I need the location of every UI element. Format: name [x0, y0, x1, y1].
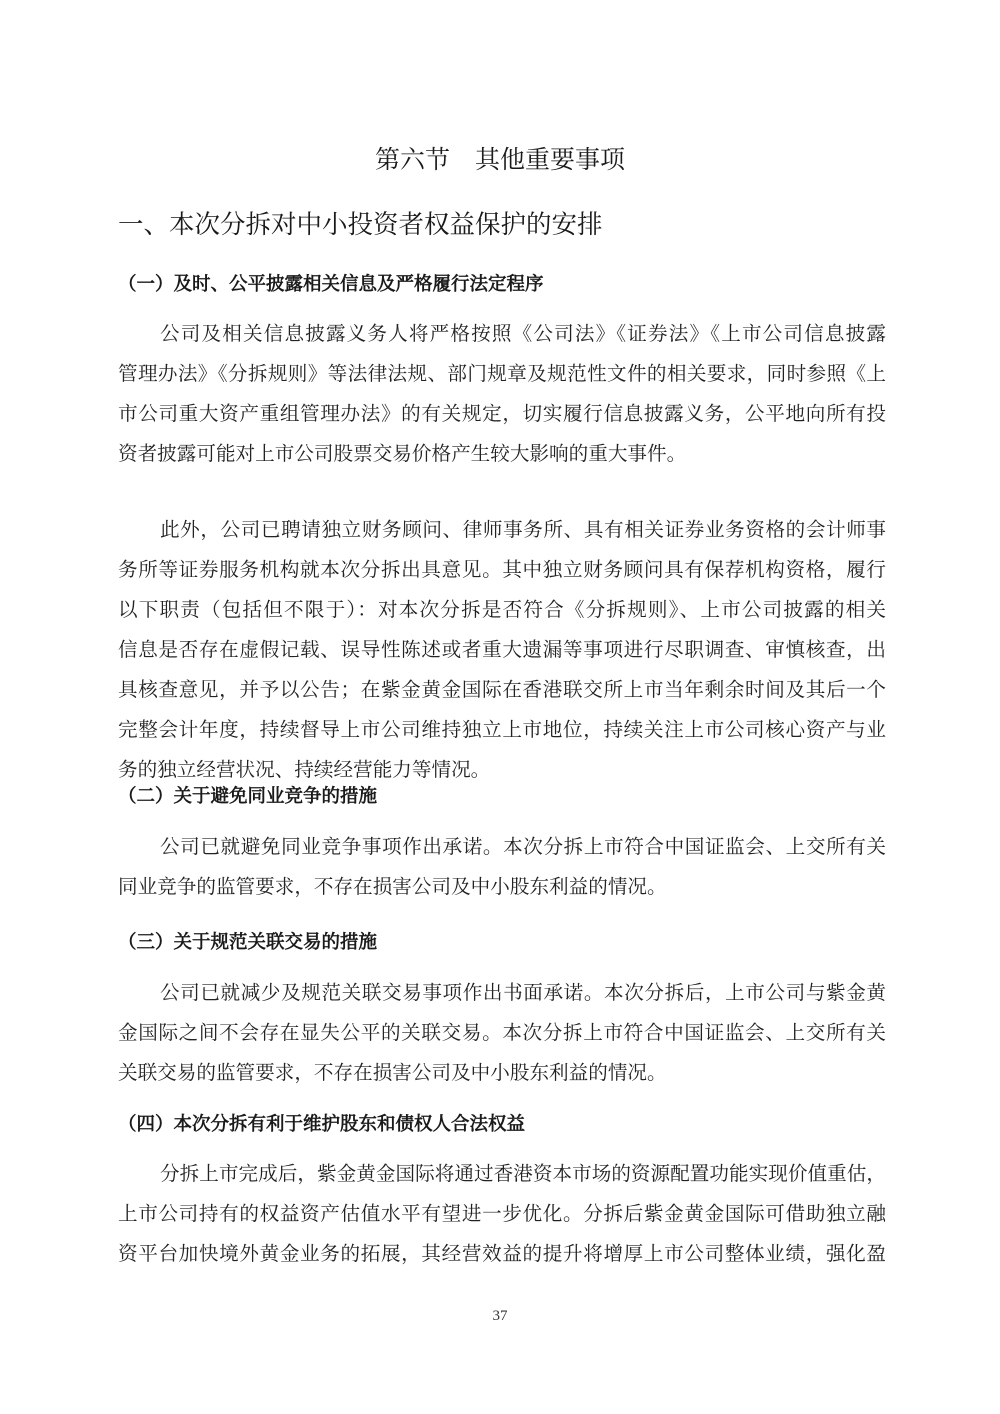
text-line: 务的独立经营状况、持续经营能力等情况。 [118, 758, 491, 781]
text-line: 上市公司持有的权益资产估值水平有望进一步优化。分拆后紫金黄金国际可借助独立融 [118, 1202, 886, 1225]
text-line: 分拆上市完成后，紫金黄金国际将通过香港资本市场的资源配置功能实现价值重估， [160, 1162, 886, 1185]
text-line: 具核查意见，并予以公告；在紫金黄金国际在香港联交所上市当年剩余时间及其后一个 [118, 678, 886, 701]
text-line: 以下职责（包括但不限于）：对本次分拆是否符合《分拆规则》、上市公司披露的相关 [118, 598, 886, 621]
text-line: 金国际之间不会存在显失公平的关联交易。本次分拆上市符合中国证监会、上交所有关 [118, 1021, 886, 1044]
subsection-heading-4: （四）本次分拆有利于维护股东和债权人合法权益 [118, 1114, 526, 1135]
subsection-heading-2: （二）关于避免同业竞争的措施 [118, 786, 378, 807]
section-title: 第六节 其他重要事项 [374, 145, 625, 174]
text-line: 公司及相关信息披露义务人将严格按照《公司法》《证券法》《上市公司信息披露 [160, 322, 886, 345]
text-line: 完整会计年度，持续督导上市公司维持独立上市地位，持续关注上市公司核心资产与业 [118, 718, 886, 741]
page-number: 37 [492, 1308, 508, 1324]
text-line: 信息是否存在虚假记载、误导性陈述或者重大遗漏等事项进行尽职调查、审慎核查，出 [118, 638, 886, 661]
text-line: 公司已就减少及规范关联交易事项作出书面承诺。本次分拆后，上市公司与紫金黄 [160, 981, 886, 1004]
text-line: 管理办法》《分拆规则》等法律法规、部门规章及规范性文件的相关要求，同时参照《上 [118, 362, 886, 385]
subsection-heading-1: （一）及时、公平披露相关信息及严格履行法定程序 [118, 274, 544, 295]
text-line: 务所等证券服务机构就本次分拆出具意见。其中独立财务顾问具有保荐机构资格，履行 [118, 558, 886, 581]
text-line: 公司已就避免同业竞争事项作出承诺。本次分拆上市符合中国证监会、上交所有关 [160, 835, 886, 858]
subsection-heading-3: （三）关于规范关联交易的措施 [118, 932, 378, 953]
text-line: 资者披露可能对上市公司股票交易价格产生较大影响的重大事件。 [118, 442, 687, 465]
text-line: 此外，公司已聘请独立财务顾问、律师事务所、具有相关证券业务资格的会计师事 [160, 518, 886, 541]
text-line: 关联交易的监管要求，不存在损害公司及中小股东利益的情况。 [118, 1061, 667, 1084]
text-line: 市公司重大资产重组管理办法》的有关规定，切实履行信息披露义务，公平地向所有投 [118, 402, 886, 425]
text-line: 资平台加快境外黄金业务的拓展，其经营效益的提升将增厚上市公司整体业绩，强化盈 [118, 1242, 886, 1265]
text-line: 同业竞争的监管要求，不存在损害公司及中小股东利益的情况。 [118, 875, 667, 898]
heading-investor-protection: 一、本次分拆对中小投资者权益保护的安排 [118, 210, 603, 240]
